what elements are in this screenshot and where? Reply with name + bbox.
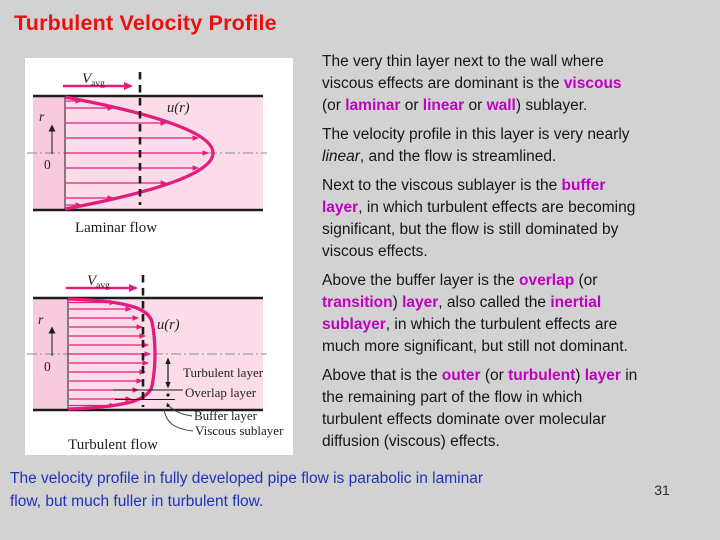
laminar-caption: Laminar flow [74, 220, 158, 236]
pipe-flow-diagram-svg [25, 58, 293, 455]
laminar-avg-velocity-label: Vavg [82, 71, 105, 89]
buffer-layer-label: Buffer layer [194, 408, 257, 423]
paragraph-overlap-layer: Above the buffer layer is the overlap (or transition) layer, also called the inertial sublayer, in which the turbulent effects are much more significant, but still not dominant. [322, 272, 628, 355]
paragraph-outer-layer: Above that is the outer (or turbulent) layer in the remaining part of the flow in which turbulent effects dominate over molecular diffusion (viscous) effects. [322, 367, 638, 450]
turbulent-flow-diagram [27, 273, 284, 453]
turbulent-caption: Turbulent flow [68, 437, 158, 453]
turbulent-origin-label: 0 [44, 359, 51, 374]
slide-footer-note: The velocity profile in fully developed pipe flow is parabolic in laminar flow, but much fuller in turbulent flow. [10, 470, 483, 510]
paragraph-linear-profile: The velocity profile in this layer is very nearly linear, and the flow is streamlined. [322, 126, 630, 165]
body-text-column [322, 51, 716, 460]
page-number: 31 [654, 482, 670, 498]
pipe-flow-figure [25, 58, 293, 455]
turbulent-layer-label: Turbulent layer [183, 365, 264, 380]
laminar-profile-function-label: u(r) [167, 100, 190, 116]
viscous-sublayer-label: Viscous sublayer [195, 423, 284, 438]
turbulent-profile-function-label: u(r) [157, 317, 180, 333]
laminar-r-axis-label: r [39, 109, 45, 124]
laminar-flow-diagram [27, 71, 267, 236]
slide-title: Turbulent Velocity Profile [14, 11, 277, 35]
turbulent-avg-velocity-label: Vavg [87, 273, 110, 291]
turbulent-r-axis-label: r [38, 312, 44, 327]
overlap-layer-label: Overlap layer [185, 385, 257, 400]
layer-tick-dot [166, 393, 169, 396]
laminar-origin-label: 0 [44, 157, 51, 172]
paragraph-buffer-layer: Next to the viscous sublayer is the buffer layer, in which turbulent effects are becoming significant, but the flow is still dominated by viscous effects. [322, 177, 636, 260]
paragraph-viscous-sublayer: The very thin layer next to the wall where viscous effects are dominant is the viscous (or laminar or linear or wall) sublayer. [322, 53, 622, 114]
